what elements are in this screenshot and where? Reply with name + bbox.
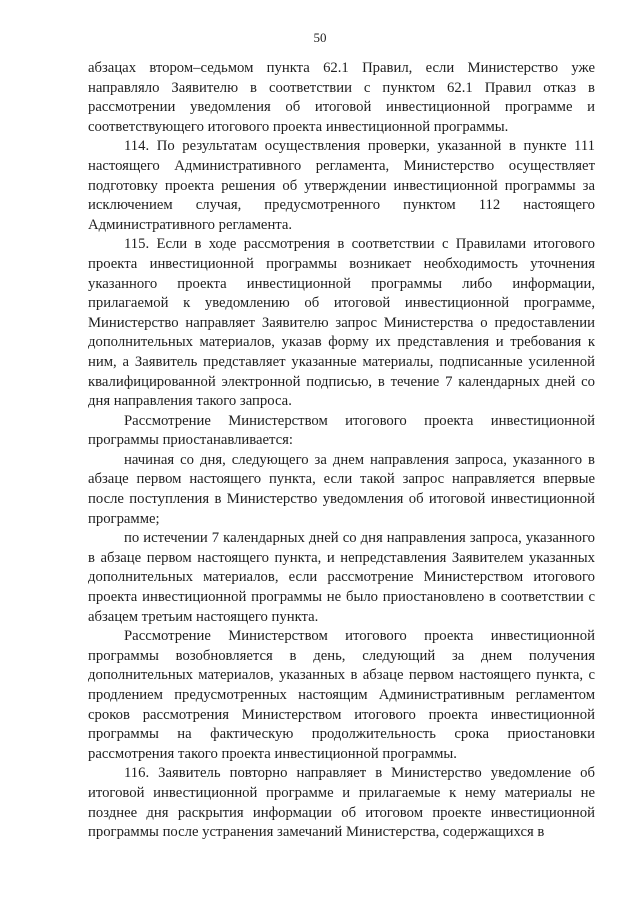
paragraph-resumption: Рассмотрение Министерством итогового проекта инвестиционной программы возобновляется в день, следующий за днем получения дополнительных материалов, указанных в абзаце первом настоящего пункта, с продлением предусмотренных настоящим Административным регламентом сроков рассмотрения Министерством итогового проекта инвестиционной программы на фактическую продолжительность срока приостановки рассмотрения такого проекта инвестиционной программы.	[88, 628, 595, 762]
paragraph-116: 116. Заявитель повторно направляет в Министерство уведомление об итоговой инвестиционной программе и прилагаемые к нему материалы не позднее дня раскрытия информации об итоговом проекте инвестиционной программы после устранения замечаний Министерства, содержащихся в	[88, 765, 595, 841]
paragraph-continuation: абзацах втором–седьмом пункта 62.1 Правил, если Министерство уже направляло Заявителю в соответствии с пунктом 62.1 Правил отказ в рассмотрении уведомления об итоговой инвестиционной программе и соответствующего итогового проекта инвестиционной программы.	[88, 60, 595, 135]
paragraph-suspension-intro: Рассмотрение Министерством итогового проекта инвестиционной программы приостанавливается:	[88, 412, 595, 449]
paragraph-suspension-case-2: по истечении 7 календарных дней со дня направления запроса, указанного в абзаце первом настоящего пункта, и непредставления Заявителем указанных дополнительных материалов, если рассмотрение Министерством итогового проекта инвестиционной программы не было приостановлено в соответствии с абзацем третьим настоящего пункта.	[88, 530, 595, 625]
paragraph-suspension-case-1: начиная со дня, следующего за днем направления запроса, указанного в абзаце первом настоящего пункта, если такой запрос направляется впервые после поступления в Министерство уведомления об итоговой инвестиционной программе;	[88, 451, 595, 527]
page-number: 50	[313, 30, 327, 45]
paragraph-115: 115. Если в ходе рассмотрения в соответствии с Правилами итогового проекта инвестиционной программы возникает необходимость уточнения указанного проекта инвестиционной программы либо информации, прилагаемой к уведомлению об итоговой инвестиционной программе, Министерство направляет Заявителю запрос Министерства о предоставлении дополнительных материалов, указав форму их представления и требования к ним, а Заявитель представляет указанные материалы, подписанные усиленной квалифицированной электронной подписью, в течение 7 календарных дней со дня направления такого запроса.	[88, 236, 595, 410]
document-body	[88, 59, 595, 843]
paragraph-114: 114. По результатам осуществления проверки, указанной в пункте 111 настоящего Административного регламента, Министерство осуществляет подготовку проекта решения об утверждении инвестиционной программы за исключением случая, предусмотренного пунктом 112 настоящего Административного регламента.	[88, 138, 595, 233]
